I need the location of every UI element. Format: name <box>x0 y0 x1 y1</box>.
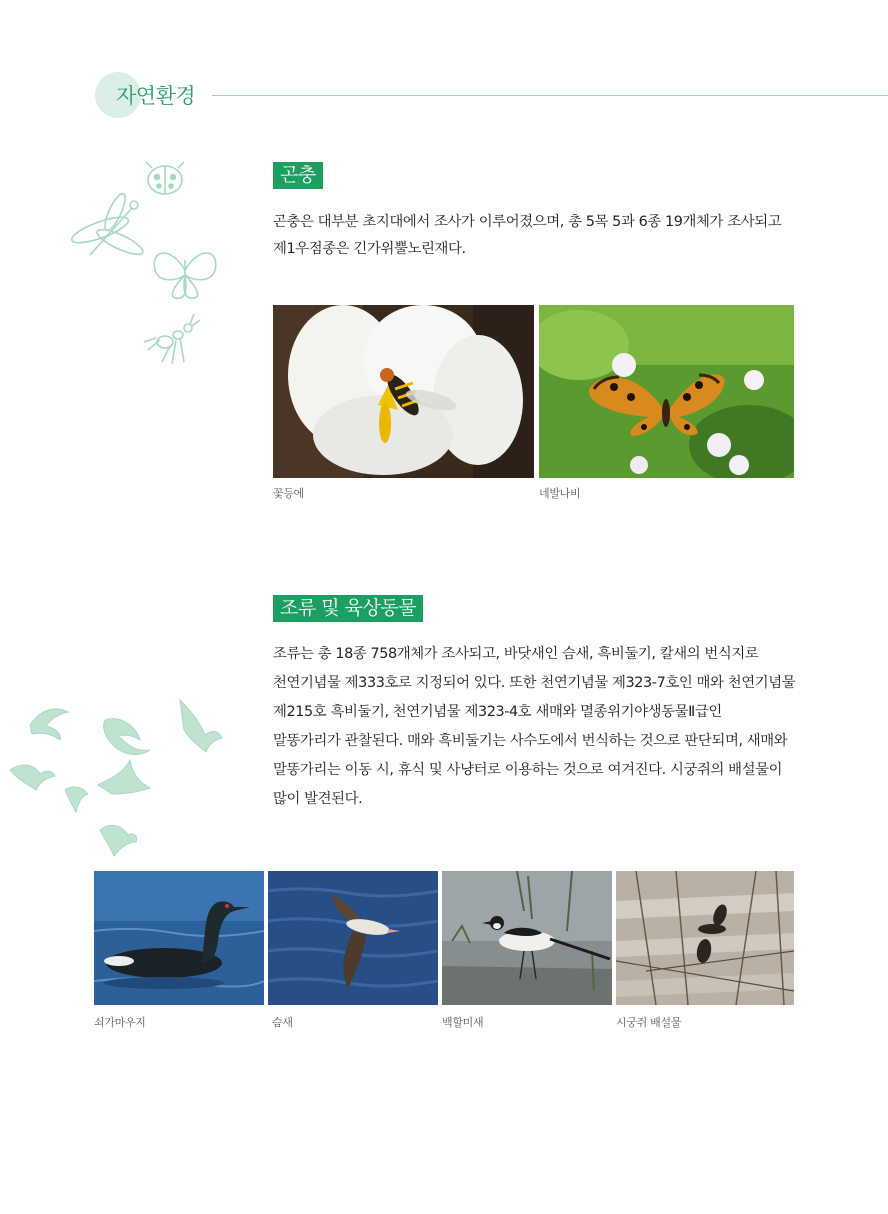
bird-icon <box>180 700 222 752</box>
photo-caption: 네발나비 <box>539 487 581 500</box>
photo-rat-droppings <box>616 871 794 1005</box>
paragraph-line: 천연기념물 제333호로 지정되어 있다. 또한 천연기념물 제323-7호인 매와 천연기념물 <box>273 675 796 691</box>
dragonfly-icon <box>69 191 146 259</box>
bird-icon <box>30 709 68 740</box>
bird-icon <box>10 765 55 790</box>
paragraph-line: 말똥가리가 관찰된다. 매와 흑비둘기는 사수도에서 번식하는 것으로 판단되며, 새매와 <box>273 733 788 749</box>
page-header <box>0 0 888 130</box>
paragraph-line: 많이 발견된다. <box>273 791 363 807</box>
photo-pelagic-cormorant <box>94 871 264 1005</box>
bird-icon <box>104 719 150 755</box>
bird-icon <box>98 760 150 794</box>
paragraph-line: 제1우점종은 긴가위뿔노린재다. <box>273 241 466 257</box>
birds-decoration-icon <box>0 690 235 870</box>
butterfly-icon <box>154 253 216 298</box>
paragraph-line: 조류는 총 18종 758개체가 조사되고, 바닷새인 슴새, 흑비둘기, 칼새의 번식지로 <box>273 646 759 662</box>
ladybug-icon <box>146 162 184 194</box>
section-tag-birds: 조류 및 육상동물 <box>273 595 423 622</box>
ant-icon <box>144 314 200 364</box>
photo-caption: 쇠가마우지 <box>94 1016 146 1029</box>
birds-paragraph <box>273 640 795 814</box>
insect-decoration-icon <box>60 150 230 390</box>
insects-paragraph <box>273 209 795 263</box>
photo-white-wagtail <box>442 871 612 1005</box>
photo-caption: 슴새 <box>272 1016 293 1029</box>
photo-shearwater <box>268 871 438 1005</box>
photo-caption: 백할미새 <box>442 1016 484 1029</box>
paragraph-line: 곤충은 대부분 초지대에서 조사가 이루어졌으며, 총 5목 5과 6종 19개체가 조사되고 <box>273 214 782 230</box>
photo-caption: 시궁쥐 배설물 <box>616 1016 682 1029</box>
bird-icon <box>65 787 88 812</box>
photo-caption: 꽃등에 <box>273 487 304 500</box>
paragraph-line: 말똥가리는 이동 시, 휴식 및 사냥터로 이용하는 것으로 여겨진다. 시궁쥐의 배설물이 <box>273 762 783 778</box>
paragraph-line: 제215호 흑비둘기, 천연기념물 제323-4호 새매와 멸종위기야생동물Ⅱ급인 <box>273 704 722 720</box>
photo-hoverfly <box>273 305 534 478</box>
page-title: 자연환경 <box>116 84 196 108</box>
photo-butterfly <box>539 305 794 478</box>
bird-icon <box>100 825 137 856</box>
section-tag-insects: 곤충 <box>273 162 323 189</box>
header-divider <box>212 95 888 96</box>
